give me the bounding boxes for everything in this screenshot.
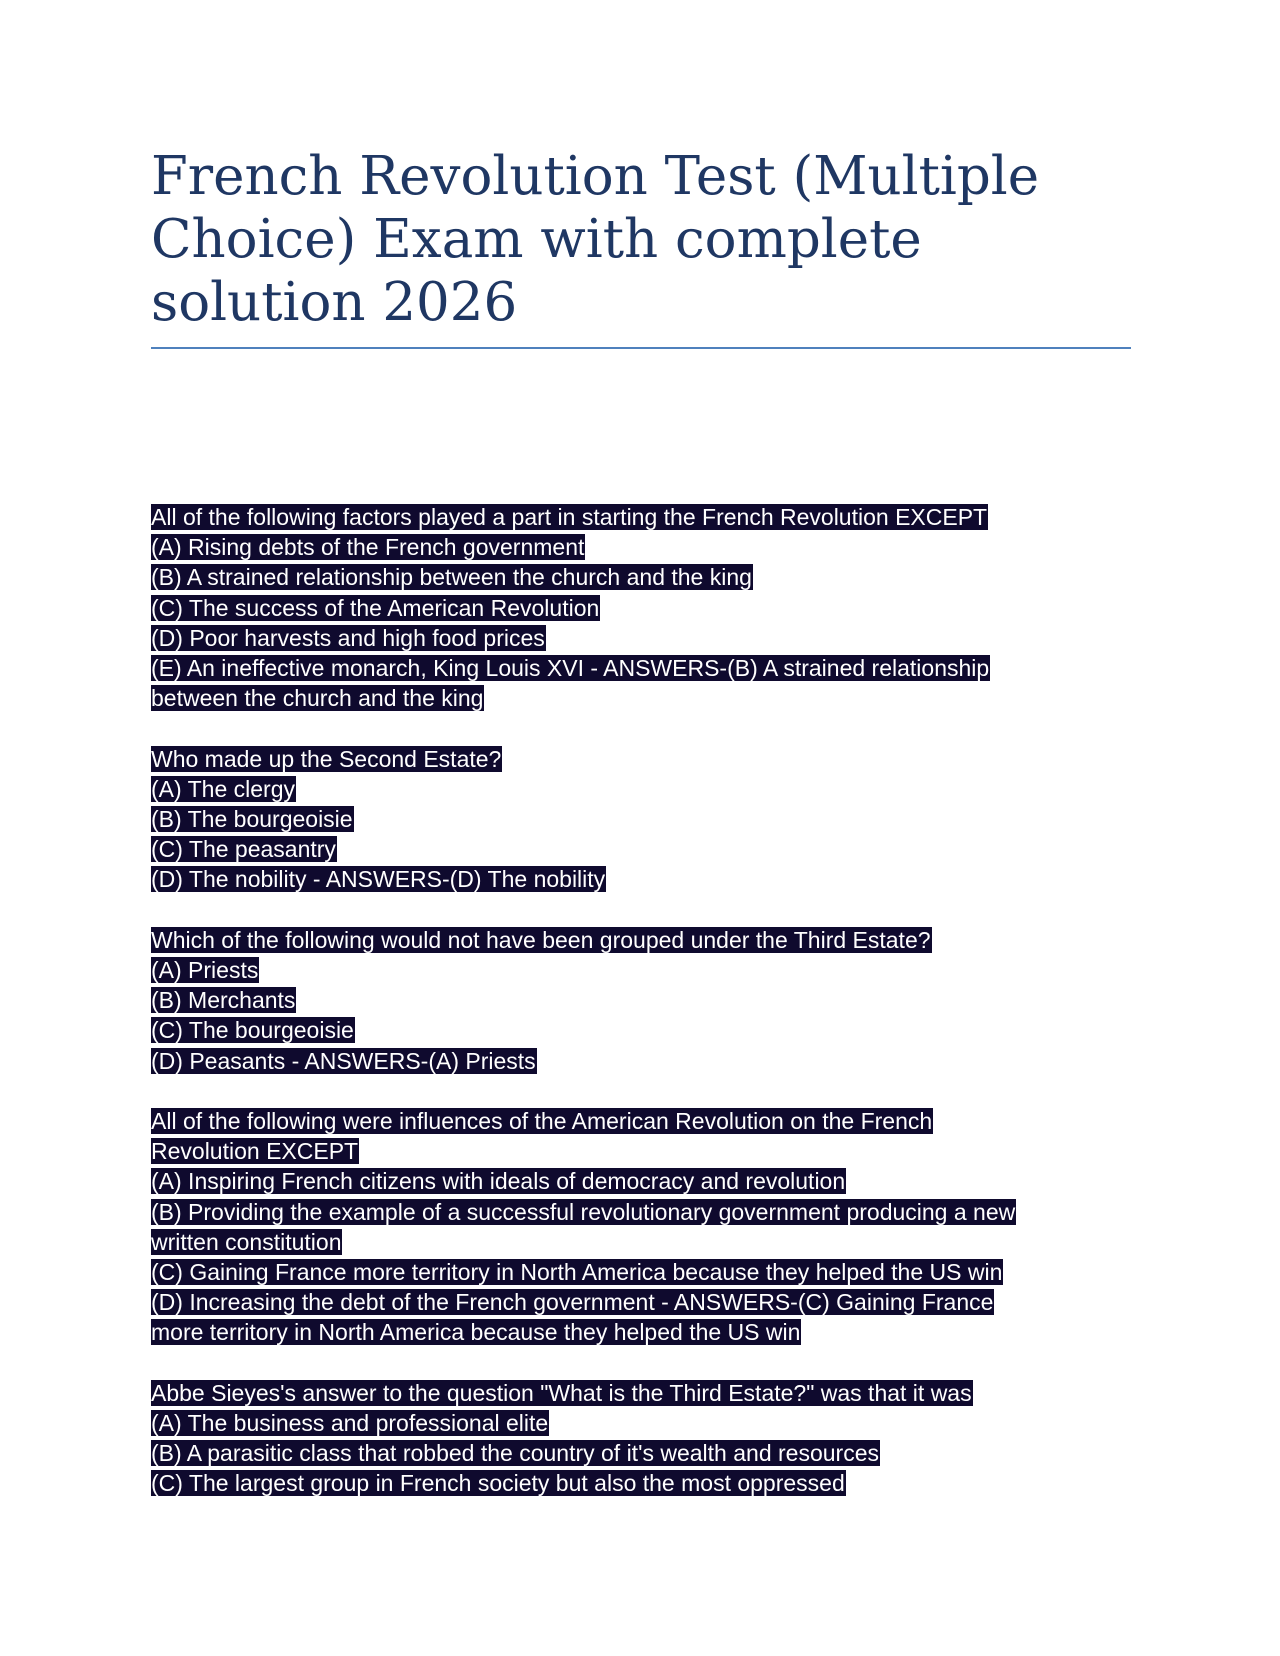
text-line [151,834,1131,864]
question-block [151,502,1131,713]
selected-text[interactable]: (A) The business and professional elite [151,1410,549,1437]
text-line [151,774,1131,804]
text-line [151,1408,1131,1438]
text-line [151,1015,1131,1045]
selected-text[interactable]: (C) The bourgeoisie [151,1017,354,1044]
text-line [151,1166,1131,1196]
selected-text[interactable]: (B) A parasitic class that robbed the country of it's wealth and resources [151,1440,879,1467]
selected-text[interactable]: (B) The bourgeoisie [151,806,353,833]
title-divider [151,347,1131,349]
text-line [151,925,1131,955]
text-line [151,955,1131,985]
question-block [151,925,1131,1076]
selected-text[interactable]: between the church and the king [151,685,484,712]
selected-text[interactable]: (C) The largest group in French society but also the most oppressed [151,1470,845,1497]
text-line [151,593,1131,623]
text-line [151,1378,1131,1408]
text-line [151,804,1131,834]
selected-text[interactable]: Which of the following would not have been grouped under the Third Estate? [151,926,931,953]
question-list [151,502,1131,1529]
selected-text[interactable]: (A) Priests [151,957,259,984]
text-line [151,683,1131,713]
selected-text[interactable]: (A) Rising debts of the French government [151,534,585,561]
selected-text[interactable]: (D) The nobility - ANSWERS-(D) The nobility [151,866,606,893]
selected-text[interactable]: written constitution [151,1228,342,1255]
text-line [151,985,1131,1015]
text-line [151,623,1131,653]
selected-text[interactable]: more territory in North America because they helped the US win [151,1319,801,1346]
selected-text[interactable]: (E) An ineffective monarch, King Louis XVI - ANSWERS-(B) A strained relationship [151,655,990,682]
selected-text[interactable]: Revolution EXCEPT [151,1138,359,1165]
text-line [151,864,1131,894]
selected-text[interactable]: (A) Inspiring French citizens with ideals of democracy and revolution [151,1168,846,1195]
selected-text[interactable]: (A) The clergy [151,775,296,802]
text-line [151,1136,1131,1166]
question-block [151,744,1131,895]
selected-text[interactable]: (D) Peasants - ANSWERS-(A) Priests [151,1047,536,1074]
text-line [151,1468,1131,1498]
text-line [151,562,1131,592]
selected-text[interactable]: All of the following factors played a part in starting the French Revolution EXCEPT [151,504,988,530]
selected-text[interactable]: (C) Gaining France more territory in North America because they helped the US win [151,1259,1003,1286]
text-line [151,653,1131,683]
question-block [151,1378,1131,1499]
selected-text[interactable]: (B) Merchants [151,987,296,1014]
selected-text[interactable]: (C) The peasantry [151,836,336,863]
document-title: French Revolution Test (Multiple Choice) Exam with complete solution 2026 [151,146,1040,333]
selected-text[interactable]: (B) Providing the example of a successful revolutionary government producing a new [151,1198,1016,1225]
text-line [151,1106,1131,1136]
text-line [151,1287,1131,1317]
selected-text[interactable]: All of the following were influences of the American Revolution on the French [151,1108,933,1135]
text-line [151,1257,1131,1287]
selected-text[interactable]: (C) The success of the American Revolution [151,594,600,621]
text-line [151,1438,1131,1468]
selected-text[interactable]: (B) A strained relationship between the church and the king [151,564,752,591]
text-line [151,1317,1131,1347]
selected-text[interactable]: (D) Poor harvests and high food prices [151,624,545,651]
text-line [151,1046,1131,1076]
text-line [151,502,1131,532]
text-line [151,1197,1131,1227]
question-block [151,1106,1131,1348]
text-line [151,532,1131,562]
selected-text[interactable]: Abbe Sieyes's answer to the question "What is the Third Estate?" was that it was [151,1379,972,1406]
selected-text[interactable]: (D) Increasing the debt of the French government - ANSWERS-(C) Gaining France [151,1289,994,1316]
text-line [151,1227,1131,1257]
selected-text[interactable]: Who made up the Second Estate? [151,745,502,772]
text-line [151,744,1131,774]
